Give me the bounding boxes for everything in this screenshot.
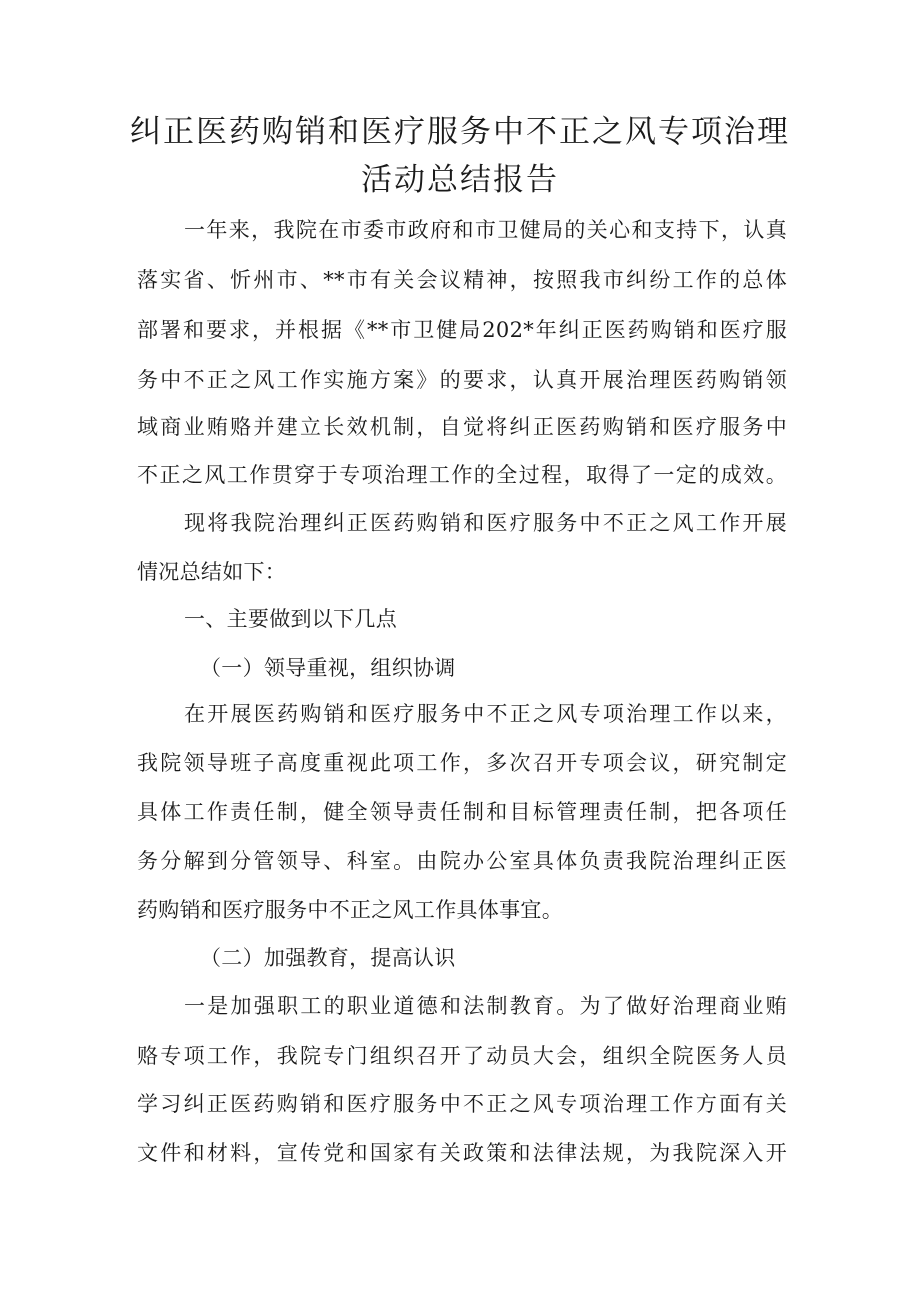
paragraph-line: 务分解到分管领导、科室。由院办公室具体负责我院治理纠正医	[137, 849, 787, 873]
paragraph-line: 情况总结如下：	[137, 560, 287, 584]
paragraph-line: 一年来，我院在市委市政府和市卫健局的关心和支持下，认真	[184, 218, 787, 242]
paragraph-line: 药购销和医疗服务中不正之风工作具体事宜。	[137, 898, 563, 922]
paragraph-line: 文件和材料，宣传党和国家有关政策和法律法规，为我院深入开	[137, 1141, 787, 1165]
subsection-heading: （二）加强教育，提高认识	[200, 946, 456, 970]
paragraph-line: 一是加强职工的职业道德和法制教育。为了做好治理商业贿	[184, 994, 787, 1018]
paragraph-line: 域商业贿赂并建立长效机制，自觉将纠正医药购销和医疗服务中	[137, 415, 787, 439]
document-title-line-2: 活动总结报告	[361, 162, 559, 198]
paragraph-line: 我院领导班子高度重视此项工作，多次召开专项会议，研究制定	[137, 751, 787, 775]
document-title-line-1: 纠正医药购销和医疗服务中不正之风专项治理	[130, 114, 790, 150]
paragraph-line: 具体工作责任制，健全领导责任制和目标管理责任制，把各项任	[137, 800, 787, 824]
paragraph-line: 不正之风工作贯穿于专项治理工作的全过程，取得了一定的成效。	[137, 463, 787, 487]
subsection-heading: （一）领导重视，组织协调	[200, 656, 456, 680]
paragraph-line: 现将我院治理纠正医药购销和医疗服务中不正之风工作开展	[184, 511, 787, 535]
paragraph-line: 务中不正之风工作实施方案》的要求，认真开展治理医药购销领	[137, 368, 787, 392]
paragraph-line: 学习纠正医药购销和医疗服务中不正之风专项治理工作方面有关	[137, 1092, 787, 1116]
paragraph-line: 部署和要求，并根据《**市卫健局202*年纠正医药购销和医疗服	[137, 318, 787, 342]
section-heading: 一、主要做到以下几点	[184, 607, 397, 631]
paragraph-line: 落实省、忻州市、**市有关会议精神，按照我市纠纷工作的总体	[137, 268, 787, 292]
paragraph-line: 赂专项工作，我院专门组织召开了动员大会，组织全院医务人员	[137, 1044, 787, 1068]
paragraph-line: 在开展医药购销和医疗服务中不正之风专项治理工作以来，	[184, 702, 787, 726]
